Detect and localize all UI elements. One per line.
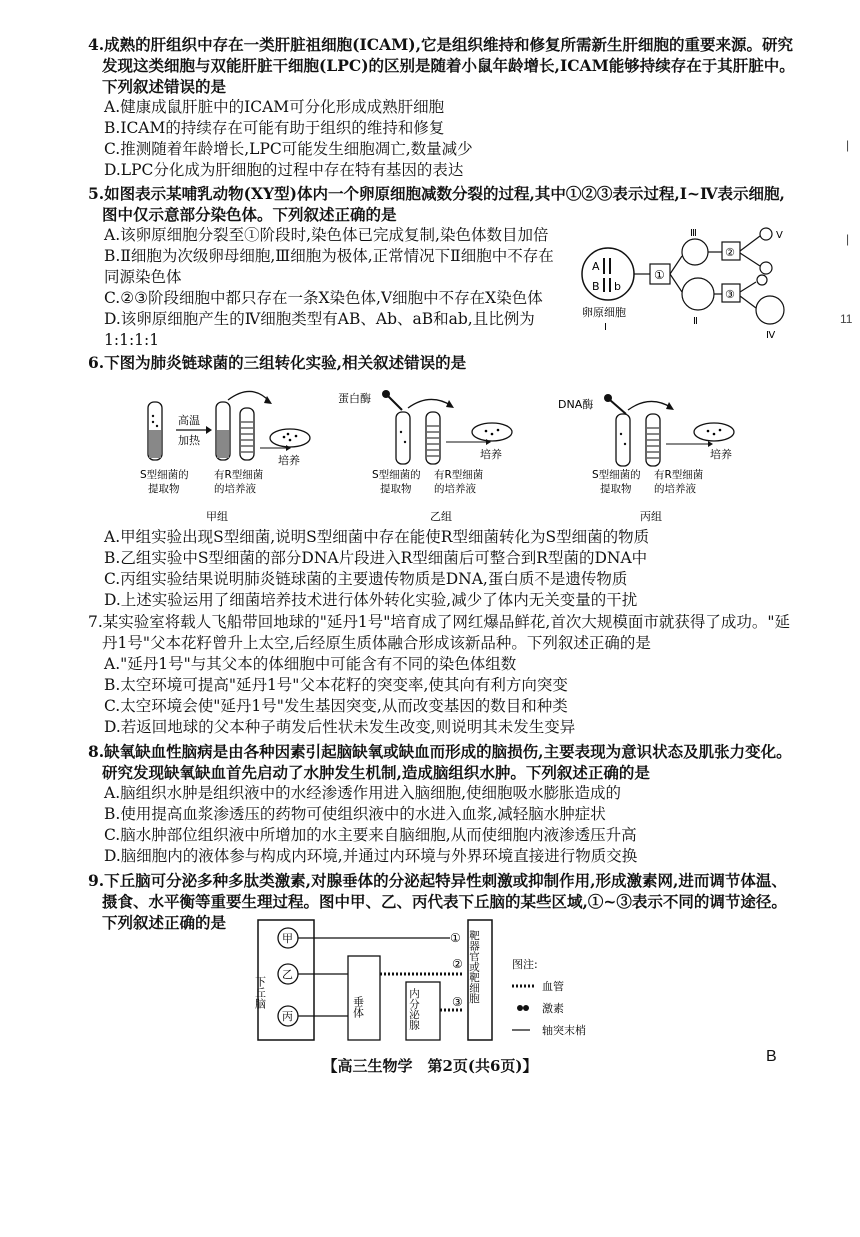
question-8-stem: 8.缺氧缺血性脑病是由各种因素引起脑缺氧或缺血而形成的脑损伤,主要表现为意识状态及肌张力变化。研究发现缺氧缺血首先启动了水肿发生机制,造成脑组织水肿。下列叙述正确的是 [88,742,792,782]
margin-mark-3: 11 [840,312,853,326]
legend-vessel: 血管 [542,980,564,993]
question-7-option-d: D.若返回地球的父本种子萌发后性状未发生改变,则说明其未发生变异 [104,718,576,736]
question-6-option-a: A.甲组实验出现S型细菌,说明S型细菌中存在能使R型细菌转化为S型细菌的物质 [104,528,650,546]
petri-dish-a [270,429,310,447]
r-culture-label-b1: 有R型细菌 [434,469,484,481]
margin-mark-1: | [846,138,850,152]
pituitary-label: 垂体 [351,996,365,1018]
cell-ii [682,278,714,310]
transformation-figure [140,382,750,524]
question-4-option-b: B.ICAM的持续存在可能有助于组织的维持和修复 [104,119,445,137]
protease-label: 蛋白酶 [338,392,371,405]
culture-label-c: 培养 [710,448,732,461]
s-extract-a [149,430,161,458]
oogonium-cell [582,248,634,300]
hypothalamus-label: 下丘脑 [253,976,267,1009]
path-3-label: ③ [452,995,463,1009]
question-8-option-c: C.脑水肿部位组织液中所增加的水主要来自脑细胞,从而使细胞内液渗透压升高 [104,826,637,844]
hypothalamus-figure [250,916,620,1046]
culture-label-a: 培养 [278,454,300,467]
culture-label-b: 培养 [480,448,502,461]
s-extract-label-a1: S型细菌的 [140,469,189,481]
area-bing: 丙 [282,1010,293,1023]
target-label: 靶器官或靶细胞 [468,930,480,1004]
cell-ii-label: Ⅱ [693,316,698,327]
r-culture-label-c1: 有R型细菌 [654,469,704,481]
s-extract-label-b2: 提取物 [380,483,412,495]
cell-iii-label: Ⅲ [690,228,697,239]
legend-axon: 轴突末梢 [542,1024,586,1037]
petri-dish-c [694,423,734,441]
allele-b-lower: b [614,280,621,293]
meiosis-figure [580,226,810,346]
margin-mark-2: | [846,232,850,246]
s-extract-label-c1: S型细菌的 [592,469,641,481]
allele-b-upper: B [592,280,600,293]
test-tube-c1 [616,414,630,466]
petri-dish-b [472,423,512,441]
question-4-option-c: C.推测随着年龄增长,LPC可能发生细胞凋亡,数量减少 [104,140,473,158]
question-6-options [88,527,800,611]
r-culture-label-a2: 的培养液 [214,483,256,495]
question-9-stem: 9.下丘脑可分泌多种多肽类激素,对腺垂体的分泌起特异性刺激或抑制作用,形成激素网,进而调节体温、摄食、水平衡等重要生理过程。图中甲、乙、丙代表下丘脑的某些区域,①~③表示不同的调节途径。下列叙述正确的是 [88,871,787,932]
step-2-label: ② [725,246,735,259]
s-extract-label-c2: 提取物 [600,483,632,495]
question-7-option-a: A."延丹1号"与其父本的体细胞中可能含有不同的染色体组数 [104,655,517,673]
legend-title: 图注: [512,958,538,971]
question-4-option-d: D.LPC分化成为肝细胞的过程中存在特有基因的表达 [104,161,464,179]
heat-label-2: 加热 [178,434,200,447]
dnase-label: DNA酶 [558,398,594,411]
question-6-option-c: C.丙组实验结果说明肺炎链球菌的主要遗传物质是DNA,蛋白质不是遗传物质 [104,570,628,588]
group-b-label: 乙组 [430,510,452,523]
question-5-option-c: C.②③阶段细胞中都只存在一条X染色体,Ⅴ细胞中不存在X染色体 [104,289,543,307]
question-6-option-b: B.乙组实验中S型细菌的部分DNA片段进入R型细菌后可整合到R型菌的DNA中 [104,549,648,567]
cell-i-label: Ⅰ [604,322,607,333]
version-tag: B [766,1048,777,1065]
s-extract-label-b1: S型细菌的 [372,469,421,481]
legend-hormone: 激素 [542,1002,564,1015]
page-footer: 【高三生物学 第2页(共6页)】 [322,1057,538,1075]
question-6-option-d: D.上述实验运用了细菌培养技术进行体外转化实验,减少了体内无关变量的干扰 [104,591,638,609]
path-2-label: ② [452,957,463,971]
cell-v-label: Ⅴ [776,230,783,241]
question-8-option-a: A.脑组织水肿是组织液中的水经渗透作用进入脑细胞,使细胞吸水膨胀造成的 [104,784,622,802]
step-3-label: ③ [725,288,735,301]
cell-iv-label: Ⅳ [766,330,776,341]
question-4-stem: 4.成熟的肝组织中存在一类肝脏祖细胞(ICAM),它是组织维持和修复所需新生肝细胞的重要来源。研究发现这类细胞与双能肝脏干细胞(LPC)的区别是随着小鼠年龄增长,ICAM能够持续存在于其肝脏中。下列叙述错误的是 [88,35,795,96]
allele-a: A [592,260,600,273]
s-extract-label-a2: 提取物 [148,483,180,495]
question-6-stem: 6.下图为肺炎链球菌的三组转化实验,相关叙述错误的是 [88,353,467,372]
cell-iii [682,239,708,265]
heat-label-1: 高温 [178,414,200,427]
question-5-option-b: B.Ⅱ细胞为次级卵母细胞,Ⅲ细胞为极体,正常情况下Ⅱ细胞中不存在同源染色体 [104,247,554,286]
r-culture-label-a1: 有R型细菌 [214,469,264,481]
question-5-option-d: D.该卵原细胞产生的Ⅳ细胞类型有AB、Ab、aB和ab,且比例为1:1:1:1 [104,310,535,349]
question-6 [88,352,800,373]
path-1-label: ① [450,931,461,945]
oogonium-label: 卵原细胞 [582,306,626,319]
area-jia: 甲 [282,932,293,945]
cell-iv [756,296,784,324]
question-7-option-c: C.太空环境会使"延丹1号"发生基因突变,从而改变基因的数目和种类 [104,697,568,715]
question-4-option-a: A.健康成鼠肝脏中的ICAM可分化形成成熟肝细胞 [104,98,445,116]
question-7-option-b: B.太空环境可提高"延丹1号"父本花籽的突变率,使其向有利方向突变 [104,676,568,694]
question-7 [88,612,800,738]
question-8-option-d: D.脑细胞内的液体参与构成内环境,并通过内环境与外界环境直接进行物质交换 [104,847,638,865]
step-1-label: ① [654,268,665,282]
r-culture-label-c2: 的培养液 [654,483,696,495]
question-8-option-b: B.使用提高血浆渗透压的药物可使组织液中的水进入血浆,减轻脑水肿症状 [104,805,606,823]
question-7-stem: 7.某实验室将载人飞船带回地球的"延丹1号"培育成了网红爆品鲜花,首次大规模面市就获得了成功。"延丹1号"父本花籽曾升上太空,后经原生质体融合形成该新品种。下列叙述正确的是 [88,613,790,652]
question-8 [88,741,800,867]
question-5-options [88,225,558,351]
endocrine-label: 内分泌腺 [408,988,420,1030]
question-5-option-a: A.该卵原细胞分裂至①阶段时,染色体已完成复制,染色体数目加倍 [104,226,549,244]
group-a-label: 甲组 [206,510,228,523]
question-5-stem: 5.如图表示某哺乳动物(XY型)体内一个卵原细胞减数分裂的过程,其中①②③表示过程,Ⅰ~Ⅳ表示细胞,图中仅示意部分染色体。下列叙述正确的是 [88,184,785,224]
question-4 [88,34,800,181]
r-culture-label-b2: 的培养液 [434,483,476,495]
area-yi: 乙 [282,968,293,981]
test-tube-b1 [396,412,410,464]
group-c-label: 丙组 [640,510,662,523]
